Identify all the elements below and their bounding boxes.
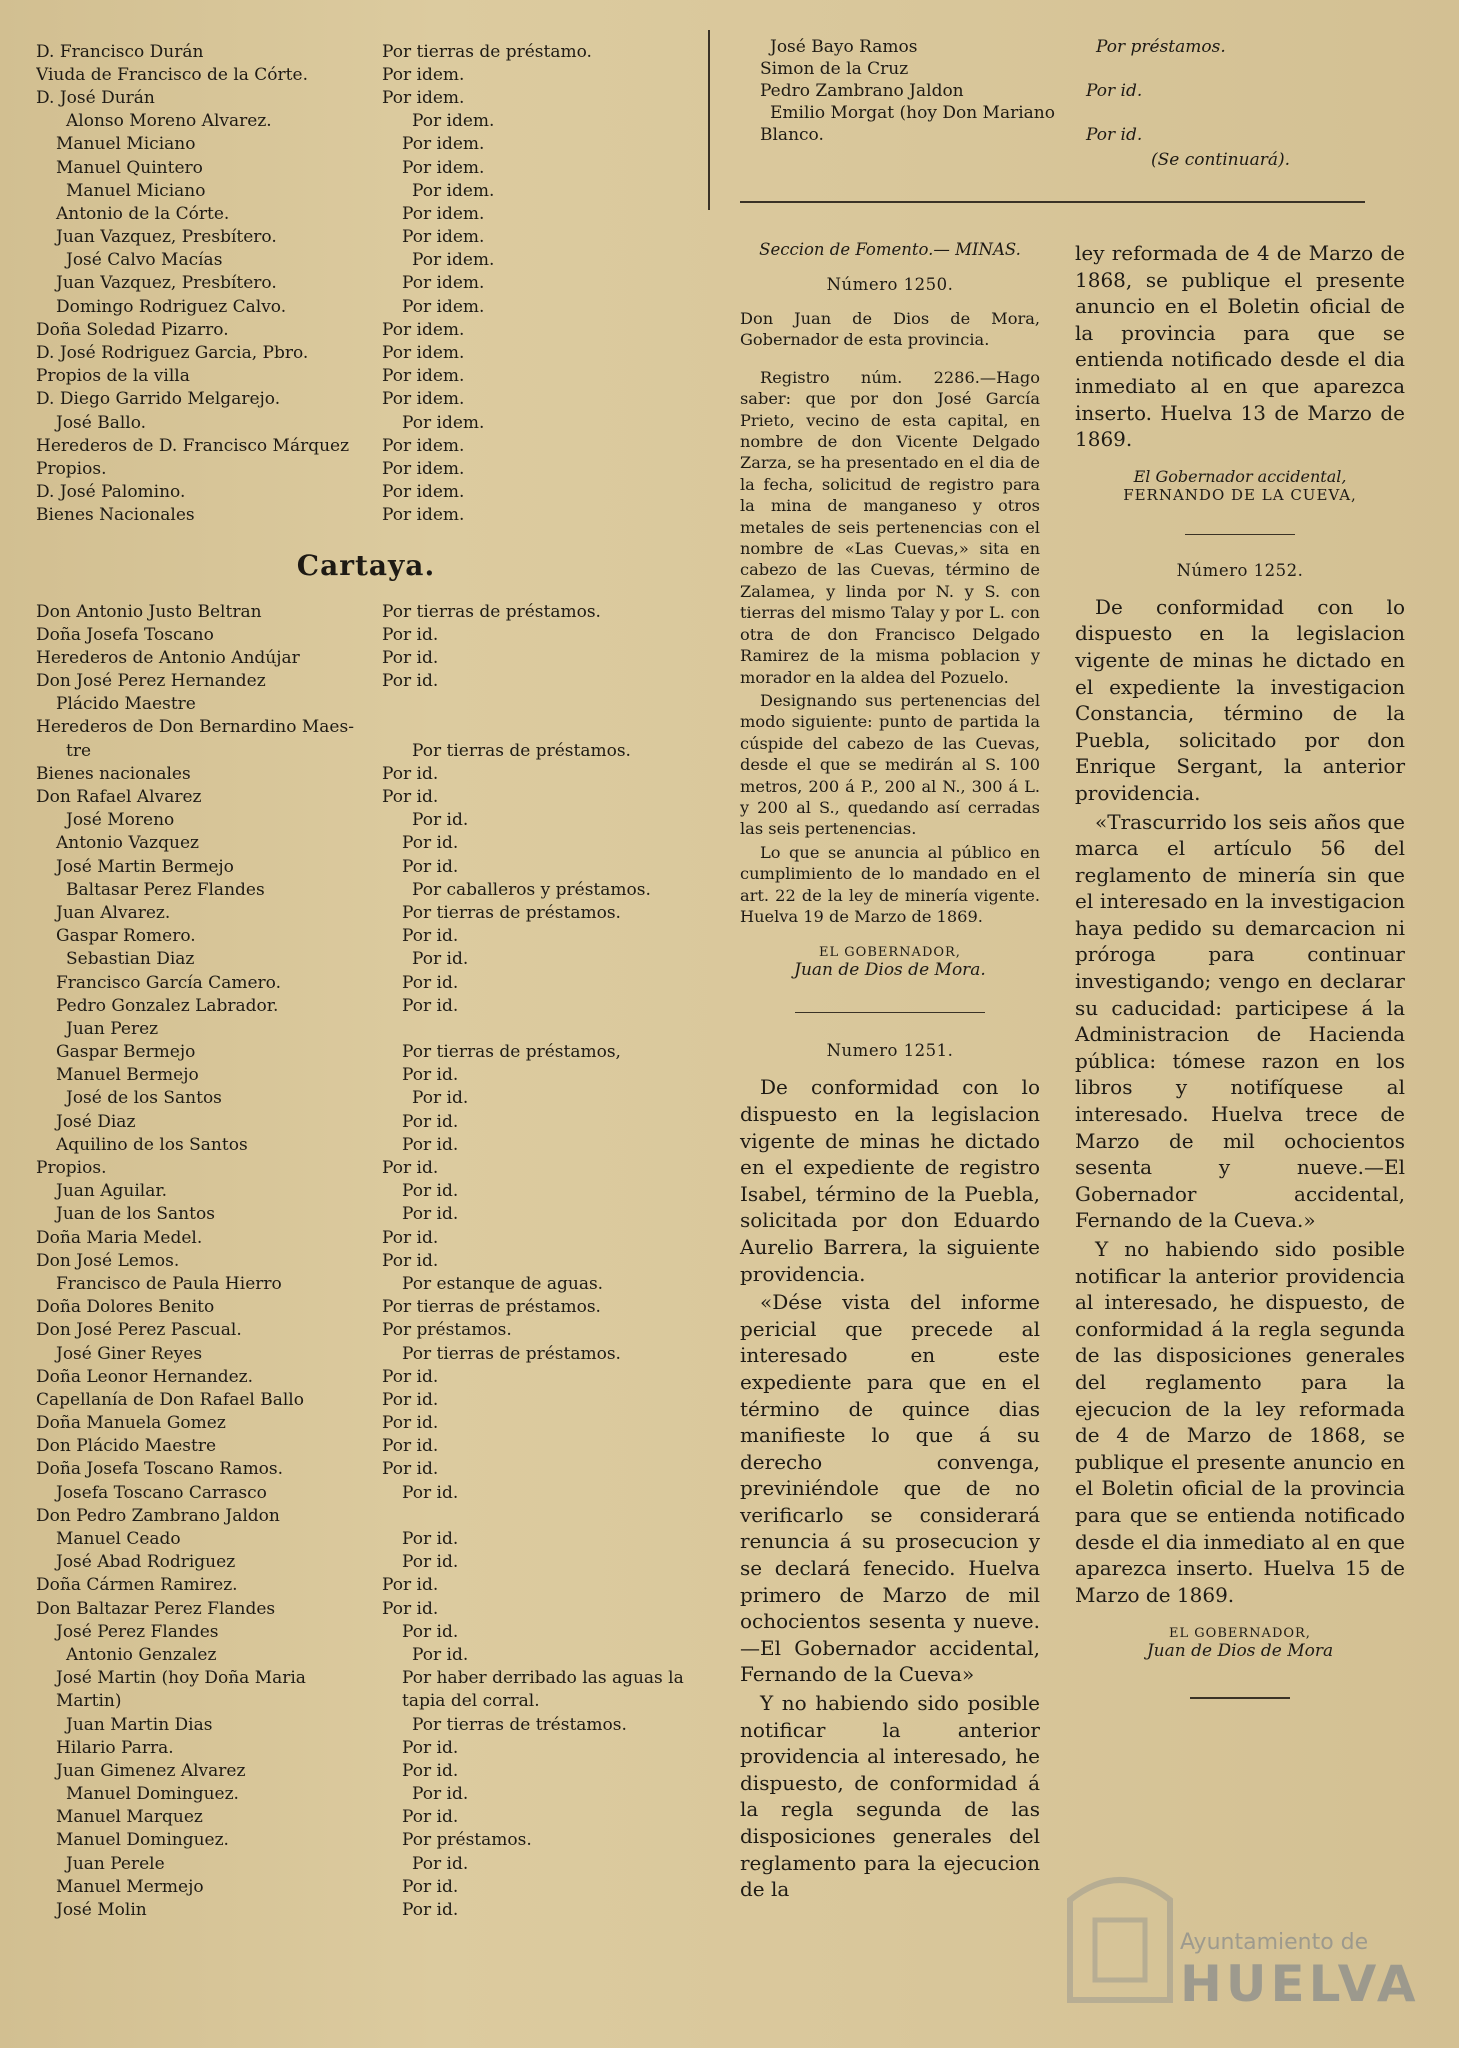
number-1251: Numero 1251.	[826, 1041, 954, 1061]
list-item	[36, 202, 696, 225]
entry-concept: Por id.	[402, 926, 459, 947]
entry-name: Doña Josefa Toscano	[36, 624, 214, 645]
list-item	[36, 1667, 696, 1690]
sig1-title: El Gobernador accidental,	[1133, 466, 1347, 486]
list-item	[36, 785, 696, 808]
entry-name: Doña Leonor Hernandez.	[36, 1366, 253, 1387]
list-item	[36, 1898, 696, 1921]
left-column	[36, 40, 696, 1922]
entry-name: Herederos de Antonio Andújar	[36, 647, 300, 668]
entry-name: Bienes Nacionales	[36, 505, 195, 526]
entry-concept: Por tierras de préstamos.	[402, 1343, 621, 1364]
entry-name: tre	[66, 740, 92, 761]
entry-name: Juan Martin Dias	[66, 1714, 213, 1735]
n1252-p1: De conformidad con lo dispuesto en la legislacion vigente de minas he dictado en el expediente la investigacion Constancia, término de la Puebla, solicitado por don Enrique Sergant, la anterior providencia.	[1075, 594, 1405, 805]
list-item	[36, 481, 696, 504]
list-item	[36, 1272, 696, 1295]
entry-name: Baltasar Perez Flandes	[66, 879, 265, 900]
entry-name: Martin)	[56, 1691, 122, 1712]
entry-concept: Por idem.	[412, 111, 495, 132]
entry-concept: Por id.	[402, 833, 459, 854]
list-item	[36, 1296, 696, 1319]
list-item	[36, 434, 696, 457]
entry-concept: Por idem.	[412, 180, 495, 201]
entry-name: Herederos de D. Francisco Márquez	[36, 435, 350, 456]
entry-name: Manuel Quintero	[56, 157, 203, 178]
entry-concept: Por idem.	[382, 343, 465, 364]
entry-concept: Por id.	[382, 763, 439, 784]
list-item	[36, 716, 696, 739]
list-item	[36, 86, 696, 109]
entry-name: José Martin Bermejo	[56, 856, 234, 877]
entry-name: José Moreno	[66, 810, 175, 831]
entry-name: Doña Maria Medel.	[36, 1227, 203, 1248]
list-item	[36, 1759, 696, 1782]
n1250-sig-title: EL GOBERNADOR,	[819, 945, 961, 961]
list-item	[36, 1597, 696, 1620]
list-item	[36, 1435, 696, 1458]
cartaya-list	[36, 600, 696, 1922]
entry-concept: Por id.	[1086, 125, 1143, 145]
entry-name: Don José Perez Pascual.	[36, 1320, 242, 1341]
entry-concept: Por id.	[402, 1900, 459, 1921]
entry-name: Don Baltazar Perez Flandes	[36, 1598, 276, 1619]
list-item	[36, 1342, 696, 1365]
entry-name: José Giner Reyes	[56, 1343, 203, 1364]
entry-name: Domingo Rodriguez Calvo.	[56, 296, 287, 317]
entry-name: Doña Josefa Toscano Ramos.	[36, 1459, 284, 1480]
list-item	[36, 1041, 696, 1064]
list-item	[36, 1226, 696, 1249]
list-item	[36, 504, 696, 527]
list-item	[36, 855, 696, 878]
entry-name: Antonio Genzalez	[66, 1644, 217, 1665]
list-item	[36, 1133, 696, 1156]
entry-concept: Por id.	[402, 1181, 459, 1202]
entry-concept: Por id.	[382, 1413, 439, 1434]
list-item	[36, 1365, 696, 1388]
entry-concept: Por tierras de tréstamos.	[412, 1714, 627, 1735]
entry-name: José Diaz	[56, 1111, 136, 1132]
entry-concept: Por idem.	[402, 203, 485, 224]
entry-concept: Por tierras de préstamos.	[402, 902, 621, 923]
entry-concept: Por id.	[382, 1575, 439, 1596]
list-item	[740, 58, 1400, 80]
list-item	[36, 388, 696, 411]
list-item	[36, 1504, 696, 1527]
entry-concept: Por tierras de préstamos,	[402, 1042, 621, 1063]
entry-concept: Por id.	[402, 1807, 459, 1828]
entry-concept: Por id.	[382, 647, 439, 668]
list-item	[36, 133, 696, 156]
list-item	[36, 40, 696, 63]
entry-concept: Por caballeros y préstamos.	[412, 879, 651, 900]
list-item	[36, 1017, 696, 1040]
entry-name: Manuel Mermejo	[56, 1876, 204, 1897]
middle-column	[740, 240, 1040, 1905]
entry-name: Don Pedro Zambrano Jaldon	[36, 1505, 280, 1526]
n1250-header: Don Juan de Dios de Mora, Gobernador de esta provincia.	[740, 309, 1040, 350]
entry-concept: tapia del corral.	[402, 1691, 540, 1712]
list-item	[36, 1643, 696, 1666]
list-item	[36, 1087, 696, 1110]
entry-concept: Por tierras de préstamos.	[382, 1297, 601, 1318]
entry-name: D. Diego Garrido Melgarejo.	[36, 389, 281, 410]
entry-name: Juan Alvarez.	[56, 902, 171, 923]
list-item	[36, 693, 696, 716]
entry-name: Simon de la Cruz	[760, 59, 909, 79]
entry-name: José Abad Rodriguez	[56, 1552, 236, 1573]
entry-name: Juan Aguilar.	[56, 1181, 168, 1202]
list-item	[36, 1481, 696, 1504]
entry-concept: Por idem.	[382, 458, 465, 479]
list-item	[36, 1458, 696, 1481]
entry-name: Juan de los Santos	[56, 1204, 215, 1225]
list-item	[36, 1551, 696, 1574]
list-item	[36, 948, 696, 971]
list-item	[36, 1412, 696, 1435]
entry-concept: Por idem.	[382, 505, 465, 526]
end-rule	[1190, 1697, 1290, 1699]
entry-name: Alonso Moreno Alvarez.	[66, 111, 272, 132]
entry-name: Doña Cármen Ramirez.	[36, 1575, 238, 1596]
entry-name: D. Francisco Durán	[36, 41, 204, 62]
entry-concept: Por id.	[402, 1552, 459, 1573]
list-item	[36, 925, 696, 948]
list-item	[36, 1527, 696, 1550]
list-item	[36, 365, 696, 388]
entry-concept: Por préstamos.	[1096, 37, 1226, 57]
entry-name: Manuel Miciano	[56, 134, 196, 155]
list-item	[36, 1388, 696, 1411]
entry-name: Sebastian Diaz	[66, 949, 195, 970]
n1250-body3: Lo que se anuncia al público en cumplimiento de lo mandado en el art. 22 de la ley de minería vigente. Huelva 19 de Marzo de 1869.	[740, 842, 1040, 926]
sig2-name: Juan de Dios de Mora	[1146, 1641, 1334, 1662]
entry-name: Capellanía de Don Rafael Ballo	[36, 1389, 304, 1410]
entry-concept: Por id.	[402, 972, 459, 993]
entry-name: D. José Palomino.	[36, 482, 186, 503]
list-item	[36, 249, 696, 272]
list-item	[36, 623, 696, 646]
entry-name: Juan Perez	[66, 1018, 159, 1039]
list-item	[36, 600, 696, 623]
entry-concept: Por tierras de préstamos.	[382, 601, 601, 622]
entry-name: Emilio Morgat (hoy Don Mariano	[770, 103, 1055, 123]
entry-concept: Por id.	[382, 624, 439, 645]
list-item	[36, 341, 696, 364]
list-item	[36, 457, 696, 480]
entry-concept: Por id.	[412, 949, 469, 970]
list-item	[36, 318, 696, 341]
entry-name: Juan Gimenez Alvarez	[56, 1760, 246, 1781]
list-item	[36, 1620, 696, 1643]
list-item	[36, 63, 696, 86]
entry-name: Gaspar Romero.	[56, 926, 196, 947]
n1252-p3: Y no habiendo sido posible notificar la anterior providencia al interesado, he dispuesto, de conformidad á la regla segunda de las disposiciones generales del reglamento para la ejecucion de la ley reformada de 4 de Marzo de 1868, se publique el presente anuncio en el Boletin oficial de la provincia para que se entienda notificado desde el dia inmediato al en que aparezca inserto. Huelva 15 de Marzo de 1869.	[1075, 1237, 1405, 1607]
entry-concept: Por idem.	[382, 389, 465, 410]
entry-concept: Por id.	[402, 1204, 459, 1225]
list-item	[36, 156, 696, 179]
entry-name: Don Antonio Justo Beltran	[36, 601, 262, 622]
entry-concept: Por préstamos.	[402, 1830, 532, 1851]
entry-name: Juan Vazquez, Presbítero.	[56, 227, 277, 248]
entry-concept: Por id.	[412, 1644, 469, 1665]
entry-name: José de los Santos	[66, 1088, 222, 1109]
list-item	[36, 1875, 696, 1898]
entry-name: José Martin (hoy Doña Maria	[56, 1668, 306, 1689]
entry-name: Francisco de Paula Hierro	[56, 1273, 282, 1294]
list-item	[36, 1736, 696, 1759]
list-item	[36, 739, 696, 762]
number-1250: Número 1250.	[826, 275, 954, 294]
entry-name: Don José Lemos.	[36, 1250, 180, 1271]
entry-name: Don Rafael Alvarez	[36, 787, 202, 808]
entry-concept: Por id.	[402, 1529, 459, 1550]
entry-name: Pedro Zambrano Jaldon	[760, 81, 964, 101]
n1250-body: Registro núm. 2286.—Hago saber: que por don José García Prieto, vecino de esta capital, en nombre de don Vicente Delgado Zarza, se ha presentado en el dia de la fecha, solicitud de registro para la mina de manganeso y otros metales de seis pertenencias con el nombre de «Las Cuevas,» sita en cabezo de las Cuevas, término de Zalamea, y linda por N. y S. con tierras del mismo Talay y por L. con otra de don Francisco Delgado Ramirez de la misma poblacion y morador en la aldea del Pozuelo.	[740, 367, 1040, 687]
entry-name: Francisco García Camero.	[56, 972, 281, 993]
list-item	[36, 646, 696, 669]
entry-concept: Por id.	[402, 1760, 459, 1781]
entry-name: Manuel Marquez	[56, 1807, 203, 1828]
n1251-p1: De conformidad con lo dispuesto en la legislacion vigente de minas he dictado en el expediente de registro Isabel, término de la Puebla, solicitada por don Eduardo Aurelio Barrera, la siguiente providencia.	[740, 1075, 1040, 1286]
list-item	[36, 994, 696, 1017]
list-item	[36, 1064, 696, 1087]
entry-name: Doña Manuela Gomez	[36, 1413, 226, 1434]
list-item	[36, 809, 696, 832]
entry-name: José Ballo.	[56, 412, 147, 433]
entry-concept: Por estanque de aguas.	[402, 1273, 604, 1294]
entry-name: D. José Rodriguez Garcia, Pbro.	[36, 343, 309, 364]
entry-concept: Por préstamos.	[382, 1320, 512, 1341]
n1252-p2: «Trascurrido los seis años que marca el artículo 56 del reglamento de minería sin que el interesado en la investigacion haya pedido su demarcacion ni próroga para continuar investigando; vengo en declarar su caducidad: participese á la Administracion de Hacienda pública: tómese razon en los libros y notifíquese al interesado. Huelva trece de Marzo de mil ochocientos sesenta y nueve.—El Gobernador accidental, Fernando de la Cueva.»	[1075, 809, 1405, 1233]
list-item	[36, 762, 696, 785]
top-list	[36, 40, 696, 527]
entry-name: José Perez Flandes	[56, 1621, 219, 1642]
entry-concept: Por id.	[382, 1366, 439, 1387]
entry-name: Aquilino de los Santos	[56, 1134, 248, 1155]
entry-concept: Por id.	[402, 1876, 459, 1897]
list-item	[740, 124, 1400, 146]
sig2-title: EL GOBERNADOR,	[1169, 1626, 1311, 1642]
entry-name: Doña Soledad Pizarro.	[36, 319, 229, 340]
n1250-body2: Designando sus pertenencias del modo siguiente: punto de partida la cúspide del cabezo de las Cuevas, desde el que se medirán al S. 100 metros, 200 á P., 200 al N., 300 á L. y 200 al S., quedando así cerradas las seis pertenencias.	[740, 690, 1040, 839]
cartaya-heading: Cartaya.	[296, 548, 436, 582]
n1250-sig-name: Juan de Dios de Mora.	[794, 960, 986, 981]
entry-concept: Por id.	[412, 1088, 469, 1109]
entry-name: Blanco.	[760, 125, 824, 145]
entry-concept: Por id.	[402, 1111, 459, 1132]
entry-name: Propios.	[36, 1158, 107, 1179]
right-column	[1075, 240, 1405, 1735]
list-item	[740, 102, 1400, 124]
divider	[795, 1012, 985, 1013]
list-item	[36, 226, 696, 249]
entry-concept: Por id.	[412, 810, 469, 831]
entry-concept: Por id.	[402, 995, 459, 1016]
entry-name: Manuel Miciano	[66, 180, 206, 201]
entry-name: Propios de la villa	[36, 366, 190, 387]
entry-concept: Por id.	[412, 1784, 469, 1805]
entry-concept: Por idem.	[382, 64, 465, 85]
number-1252: Número 1252.	[1176, 560, 1304, 580]
column-divider	[708, 30, 710, 210]
entry-concept: Por id.	[382, 1227, 439, 1248]
list-item	[36, 1690, 696, 1713]
entry-name: Don Plácido Maestre	[36, 1436, 217, 1457]
entry-name: José Calvo Macías	[66, 250, 223, 271]
entry-name: Gaspar Bermejo	[56, 1042, 196, 1063]
list-item	[36, 670, 696, 693]
entry-name: D. José Durán	[36, 87, 155, 108]
list-item	[36, 1852, 696, 1875]
entry-name: Antonio de la Córte.	[56, 203, 230, 224]
list-item	[36, 832, 696, 855]
list-item	[36, 1180, 696, 1203]
list-item	[36, 1783, 696, 1806]
entry-name: Doña Dolores Benito	[36, 1297, 215, 1318]
entry-concept: Por idem.	[382, 319, 465, 340]
entry-concept: Por idem.	[402, 157, 485, 178]
entry-concept: Por id.	[382, 1459, 439, 1480]
entry-concept: Por haber derribado las aguas la	[402, 1668, 684, 1689]
entry-concept: Por idem.	[402, 273, 485, 294]
entry-name: Propios.	[36, 458, 107, 479]
entry-concept: Por id.	[402, 1482, 459, 1503]
entry-name: Manuel Dominguez.	[56, 1830, 229, 1851]
entry-concept: Por id.	[382, 1250, 439, 1271]
list-item	[36, 1249, 696, 1272]
section-rule	[740, 201, 1365, 203]
list-item	[36, 1574, 696, 1597]
entry-concept: Por idem.	[382, 87, 465, 108]
n1251-p3: Y no habiendo sido posible notificar la anterior providencia al interesado, he dispuesto, de conformidad á la regla segunda de las disposiciones generales del reglamento para la ejecucion de la	[740, 1691, 1040, 1902]
entry-concept: Por tierras de préstamos.	[412, 740, 631, 761]
entry-concept: Por id.	[402, 856, 459, 877]
list-item	[740, 36, 1400, 58]
entry-concept: Por idem.	[382, 482, 465, 503]
entry-concept: Por id.	[402, 1737, 459, 1758]
stamp-watermark: Ayuntamiento de HUELVA	[1180, 1930, 1420, 2013]
entry-name: Manuel Dominguez.	[66, 1784, 239, 1805]
list-item	[36, 411, 696, 434]
entry-concept: Por idem.	[402, 227, 485, 248]
entry-name: Manuel Ceado	[56, 1529, 181, 1550]
entry-name: Plácido Maestre	[56, 694, 196, 715]
list-item	[36, 1319, 696, 1342]
entry-name: Viuda de Francisco de la Córte.	[36, 64, 308, 85]
n1251-continued: ley reformada de 4 de Marzo de 1868, se publique el presente anuncio en el Boletin oficial de la provincia para que se entienda notificado desde el dia inmediato al en que aparezca inserto. Huelva 13 de Marzo de 1869.	[1075, 241, 1405, 452]
entry-name: José Bayo Ramos	[770, 37, 918, 57]
entry-concept: Por idem.	[402, 412, 485, 433]
entry-concept: Por id.	[382, 1389, 439, 1410]
list-item	[740, 80, 1400, 102]
n1251-p2: «Dése vista del informe pericial que precede al interesado en este expediente para que en el término de quince dias manifieste lo que á su derecho convenga, previniéndole que de no verificarlo se considerará renuncia á su prosecucion y se declará fenecido. Huelva primero de Marzo de mil ochocientos sesenta y nueve.—El Gobernador accidental, Fernando de la Cueva»	[740, 1290, 1040, 1687]
continuara-note: (Se continuará).	[1150, 150, 1290, 170]
entry-concept: Por id.	[382, 787, 439, 808]
entry-concept: Por id.	[402, 1134, 459, 1155]
entry-name: Juan Perele	[66, 1853, 165, 1874]
entry-name: Pedro Gonzalez Labrador.	[56, 995, 279, 1016]
entry-name: Don José Perez Hernandez	[36, 671, 266, 692]
entry-name: Juan Vazquez, Presbítero.	[56, 273, 277, 294]
list-item	[36, 272, 696, 295]
list-item	[36, 878, 696, 901]
entry-name: Hilario Parra.	[56, 1737, 174, 1758]
entry-concept: Por idem.	[412, 250, 495, 271]
list-item	[36, 971, 696, 994]
divider	[1185, 534, 1295, 535]
list-item	[36, 1110, 696, 1133]
entry-concept: Por idem.	[382, 366, 465, 387]
entry-concept: Por idem.	[402, 296, 485, 317]
entry-concept: Por idem.	[382, 435, 465, 456]
list-item	[36, 1713, 696, 1736]
entry-concept: Por id.	[382, 1436, 439, 1457]
list-item	[36, 1806, 696, 1829]
entry-name: José Molin	[56, 1900, 147, 1921]
entry-concept: Por id.	[1086, 81, 1143, 101]
top-right-list-block	[740, 36, 1400, 170]
entry-concept: Por idem.	[402, 134, 485, 155]
entry-concept: Por id.	[382, 1158, 439, 1179]
entry-concept: Por id.	[382, 671, 439, 692]
list-item	[36, 1156, 696, 1179]
entry-concept: Por id.	[412, 1853, 469, 1874]
entry-name: Bienes nacionales	[36, 763, 191, 784]
list-item	[36, 179, 696, 202]
list-item	[36, 901, 696, 924]
entry-name: Josefa Toscano Carrasco	[56, 1482, 267, 1503]
sig1-name: FERNANDO DE LA CUEVA,	[1123, 485, 1357, 504]
entry-concept: Por id.	[402, 1621, 459, 1642]
list-item	[36, 1829, 696, 1852]
entry-concept: Por id.	[402, 1065, 459, 1086]
list-item	[36, 110, 696, 133]
entry-name: Antonio Vazquez	[56, 833, 199, 854]
list-item	[36, 295, 696, 318]
entry-name: Manuel Bermejo	[56, 1065, 199, 1086]
section-title: Seccion de Fomento.— MINAS.	[759, 240, 1021, 259]
list-item	[36, 1203, 696, 1226]
top-right-list	[740, 36, 1400, 146]
entry-concept: Por tierras de préstamo.	[382, 41, 592, 62]
entry-name: Herederos de Don Bernardino Maes-	[36, 717, 354, 738]
entry-concept: Por id.	[382, 1598, 439, 1619]
